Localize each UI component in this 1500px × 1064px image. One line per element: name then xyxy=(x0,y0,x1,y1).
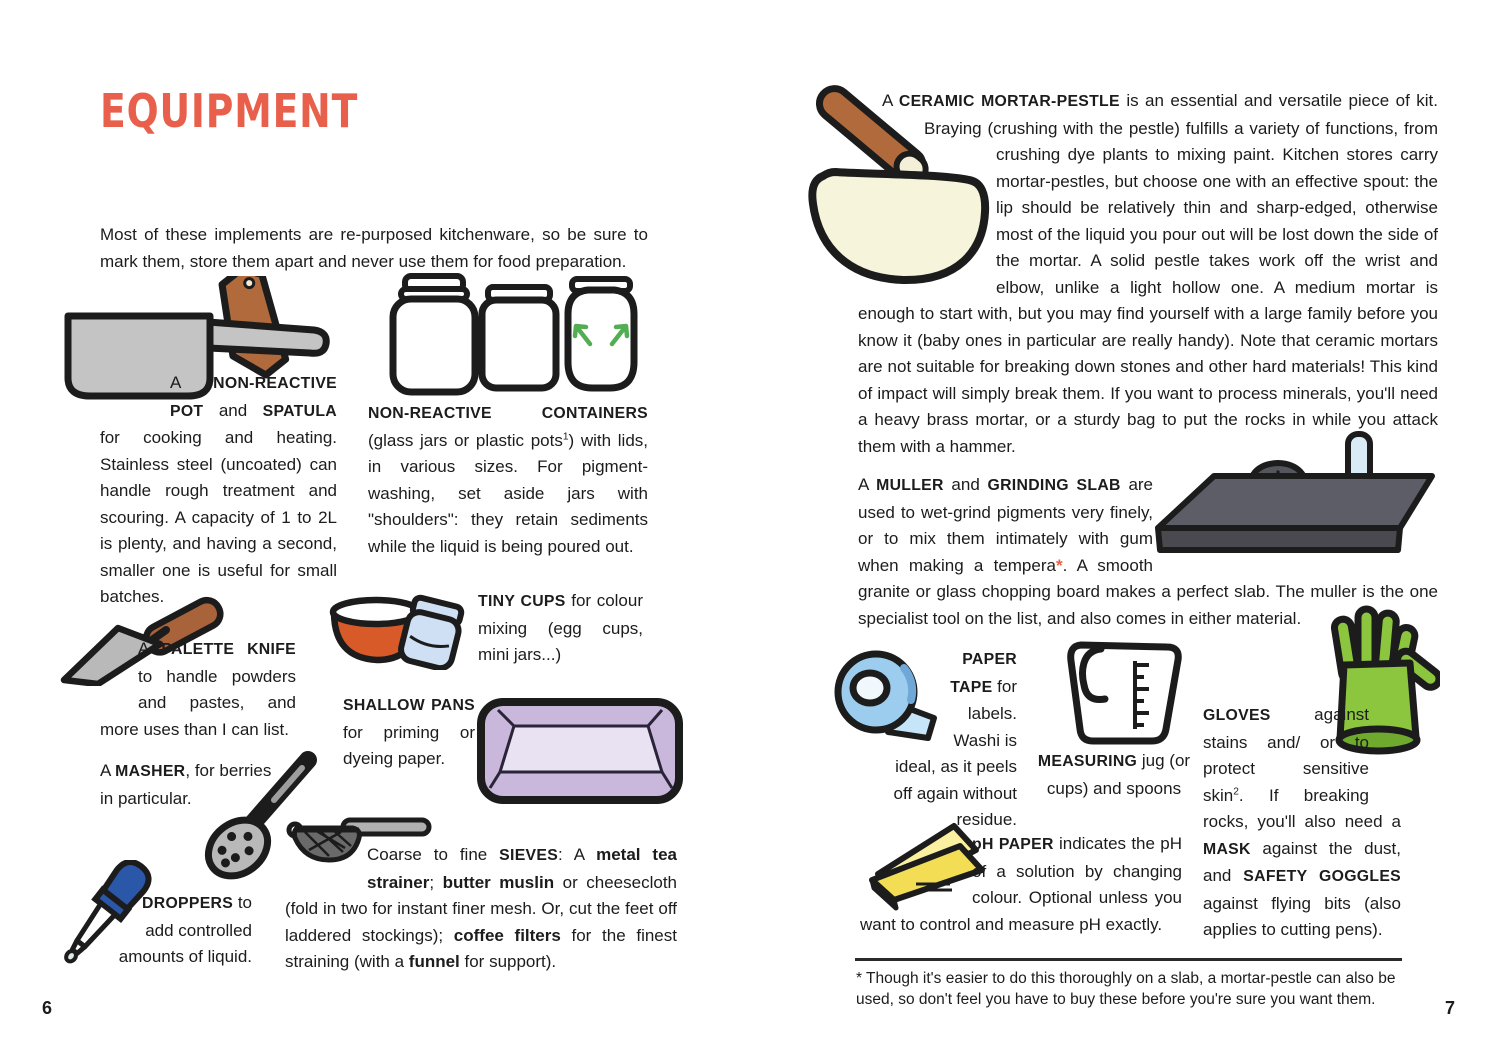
shallow-pan-illustration xyxy=(476,696,684,806)
muller-paragraph: A MULLER and GRINDING SLAB are used to wet-grind pigments very finely, or to mix them intimately with gum when making a tempera*. A smooth granite or glass chopping board makes a perfect slab. The muller is the one specialist tool on the list, and also comes in either material. xyxy=(858,475,1438,628)
pot-paragraph: A NON-REACTIVE POT and SPATULA for cooking and heating. Stainless steel (uncoated) can handle rough treatment and scouring. A capacity of 1 to 2L is plenty, and having a second, smaller one is useful for small batches. xyxy=(100,373,337,606)
gloves-paragraph: GLOVES against stains and/ or to protect sensitive skin$^2$. If breaking rocks, you'll also need a MASK against the dust, and SAFETY GOGGLES against flying bits (also applies to cutting pens). xyxy=(1203,705,1401,939)
tiny-cups-illustration xyxy=(328,586,468,670)
tiny-cups-paragraph: TINY CUPS for colour mixing (egg cups, mini jars...) xyxy=(478,591,643,664)
page-number-right: 7 xyxy=(1445,998,1456,1018)
palette-knife-paragraph: A PALETTE KNIFE to handle powders and pastes, and more uses than I can list. xyxy=(100,639,296,739)
measuring-paragraph: MEASURING jug (or cups) and spoons xyxy=(1037,751,1191,798)
sieves-paragraph: Coarse to fine SIEVES: A metal tea strainer; butter muslin or cheesecloth (fold in two for instant finer mesh. Or, cut the feet off laddered stockings); coffee filters for the finest straining (with a funnel for support). xyxy=(285,845,678,971)
shallow-pans-paragraph: SHALLOW PANS for priming or dyeing paper. xyxy=(343,697,475,768)
droppers-paragraph: DROPPERS to add controlled amounts of liquid. xyxy=(118,893,252,966)
jars-illustration xyxy=(378,270,640,400)
containers-paragraph: NON-REACTIVE CONTAINERS (glass jars or plastic pots$^1$) with lids, in various sizes. For pigment-washing, set aside jars with "shoulders": they retain sediments while the liquid is being poured out. xyxy=(368,405,648,556)
ph-paper-paragraph: pH PAPER indicates the pH of a solution by changing colour. Optional unless you want to control and measure pH exactly. xyxy=(860,834,1182,934)
mortar-pestle-paragraph: A CERAMIC MORTAR-PESTLE is an essential and versatile piece of kit. Braying (crushing with the pestle) fulfills a variety of functions, from crushing dye plants to mixing paint. Kitchen stores carry mortar-pestles, but choose one with an effective spout: the lip should be relatively thin and sharp-edged, otherwise most of the liquid you pour out will be lost down the side of the mortar. A solid pestle takes work off the wrist and elbow, unlike a light hollow one. A medium mortar is enough to start with, but you may find yourself with a large family before you know it (baby ones in particular are really handy). Note that ceramic mortars are not suitable for breaking down stones and other hard materials! This kind of impact will simply break them. If you want to process minerals, you'll need a heavy brass mortar, or a sturdy bag to put the rocks in while you attack them with a hammer. xyxy=(858,91,1438,456)
footnote-divider xyxy=(855,958,1402,961)
paper-tape-paragraph: PAPER TAPE for labels. Washi is ideal, as it peels off again without residue. xyxy=(893,651,1017,829)
page-title: EQUIPMENT xyxy=(100,84,359,138)
measuring-jug-illustration xyxy=(1053,639,1183,747)
intro-paragraph: Most of these implements are re-purposed kitchenware, so be sure to mark them, store them apart and never use them for food preparation. xyxy=(100,225,648,271)
page-number-left: 6 xyxy=(42,998,53,1018)
footnote: * Though it's easier to do this thoroughly on a slab, a mortar-pestle can also be used, so don't feel you have to buy these before you're sure you want them. xyxy=(856,970,1396,1008)
masher-paragraph: A MASHER, for berries in particular. xyxy=(100,761,272,808)
